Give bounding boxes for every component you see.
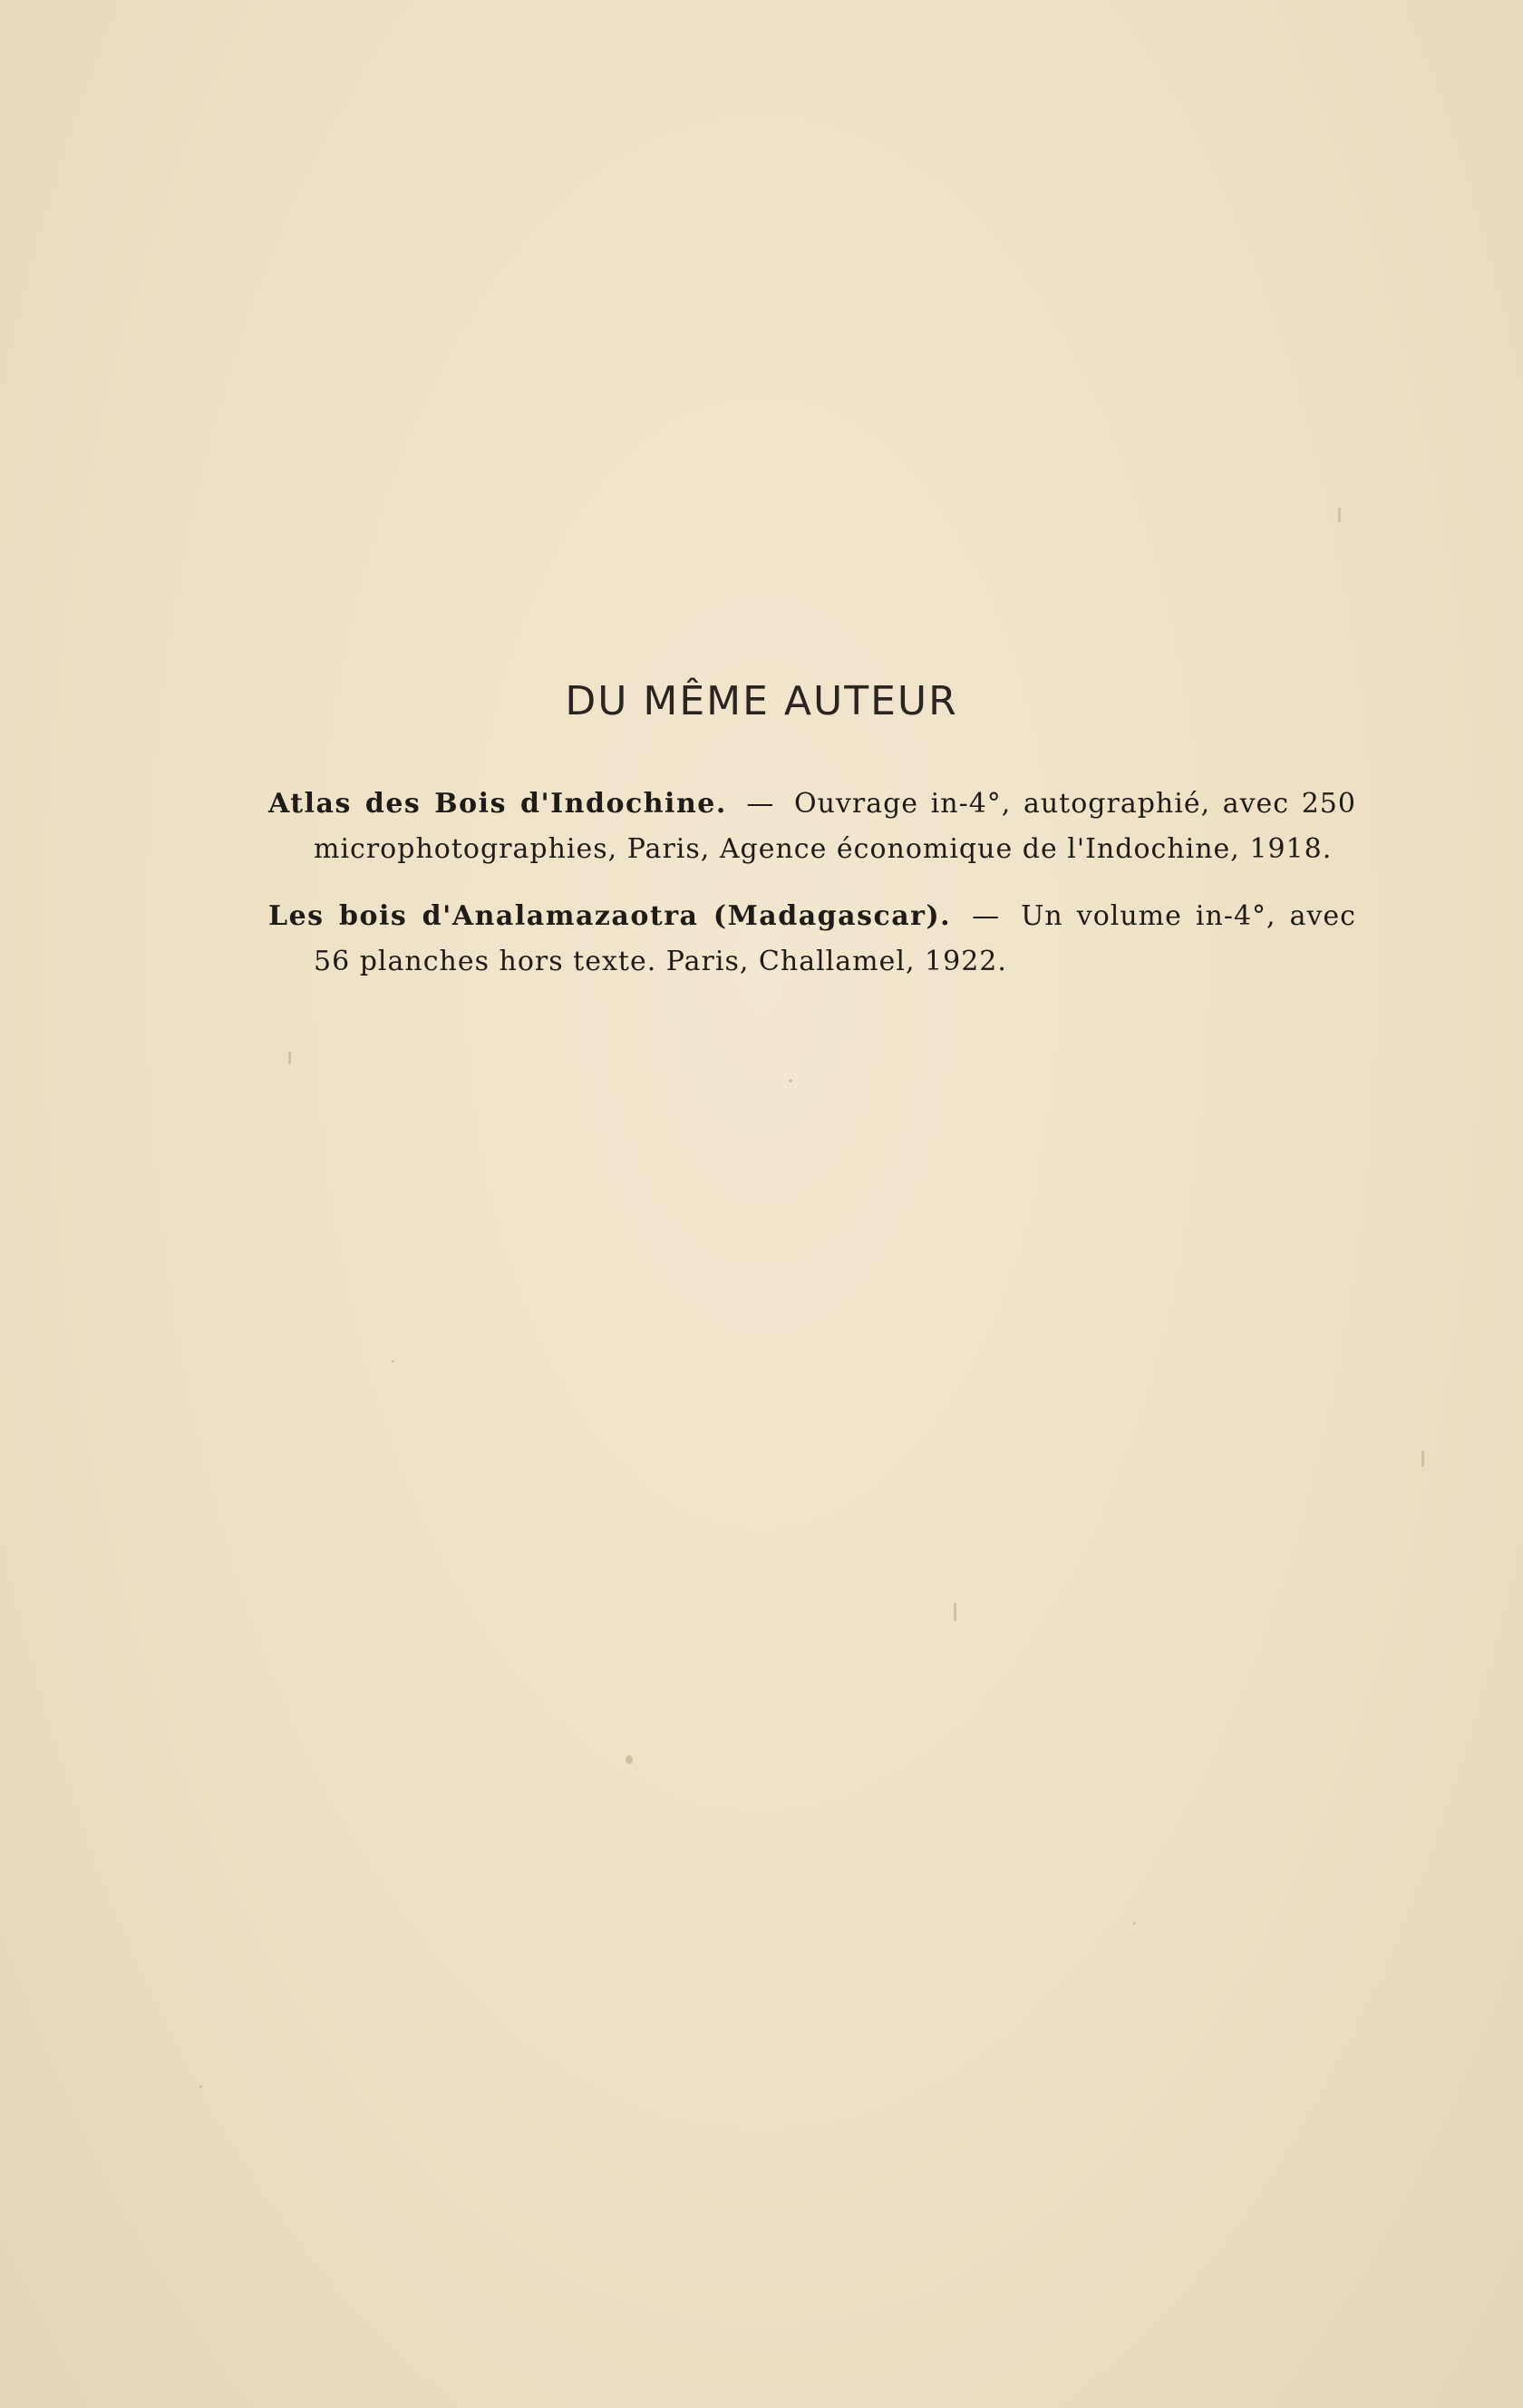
paper-speck — [1421, 1451, 1424, 1467]
paper-speck — [789, 1079, 792, 1083]
entry-description: Ouvrage in-4°, autographié, avec 250 microphotographies, Paris, Agence économique de l'Indochine, 1918. — [314, 788, 1356, 865]
paper-speck — [1338, 508, 1341, 522]
entry-title: Les bois d'Analamazaotra (Madagascar). — [268, 900, 952, 932]
paper-speck — [954, 1603, 956, 1621]
entry-title: Atlas des Bois d'Indochine. — [268, 788, 727, 820]
page-title: DU MÊME AUTEUR — [565, 678, 958, 724]
bibliography-list — [268, 782, 1356, 1006]
paper-speck — [392, 1360, 394, 1363]
paper-speck — [199, 2085, 202, 2088]
entry-separator: — — [972, 900, 1001, 932]
entry-separator: — — [746, 788, 775, 820]
paper-speck — [288, 1052, 291, 1064]
paper-speck — [1133, 1922, 1136, 1925]
paper-speck — [626, 1755, 633, 1764]
entry-description: Un volume in-4°, avec 56 planches hors texte. Paris, Challamel, 1922. — [314, 900, 1356, 977]
bibliography-entry — [268, 894, 1356, 985]
bibliography-entry — [268, 782, 1356, 872]
